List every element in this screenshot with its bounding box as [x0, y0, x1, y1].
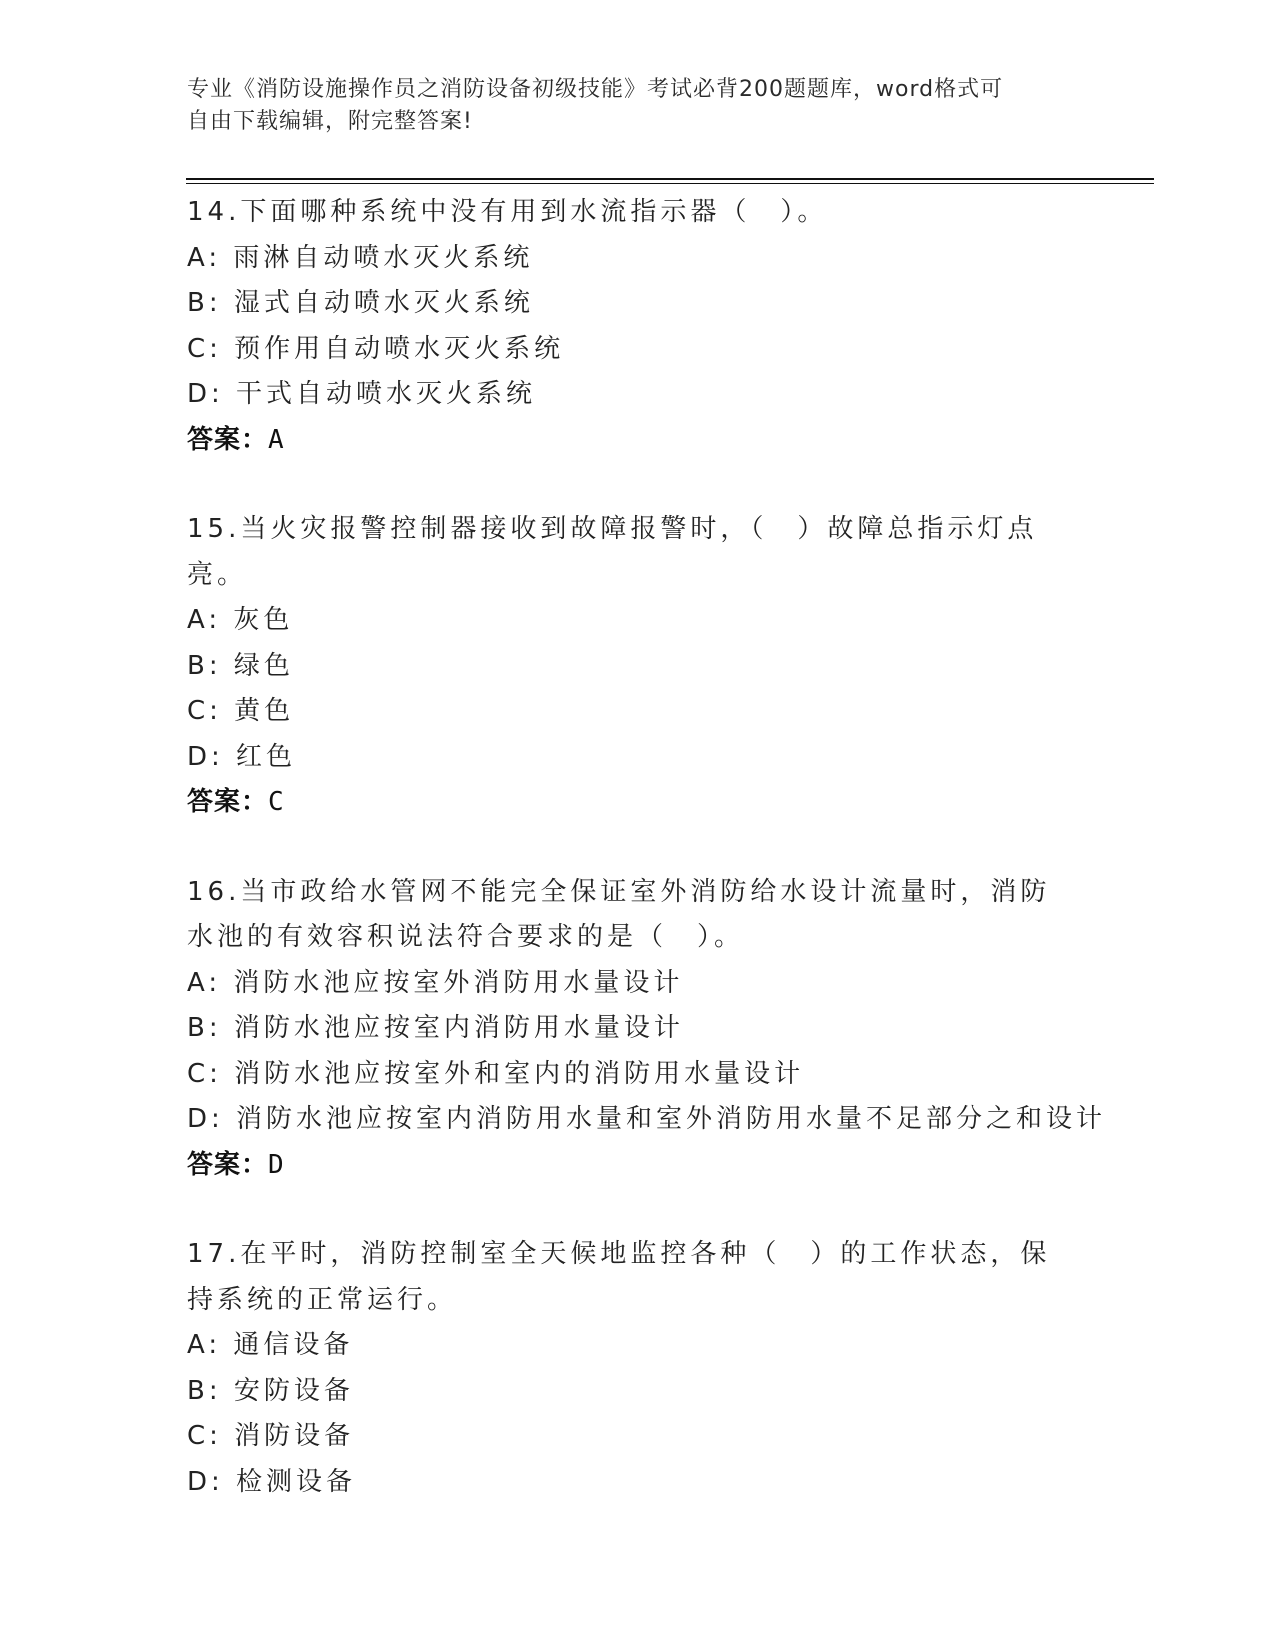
question-17: [187, 1232, 1087, 1505]
header-divider-thick: [186, 178, 1154, 180]
question-15: [187, 507, 1087, 826]
header-divider-thin: [186, 183, 1154, 184]
option-d: D: 消防水池应按室内消防用水量和室外消防用水量不足部分之和设计: [187, 1104, 1107, 1134]
option-c: C: 消防水池应按室外和室内的消防用水量设计: [187, 1058, 805, 1089]
option-a: A: 灰色: [187, 605, 294, 635]
option-a: A: 消防水池应按室外消防用水量设计: [187, 967, 684, 998]
option-a: A: 雨淋自动喷水灭火系统: [187, 242, 534, 273]
header-line-1: 专业《消防设施操作员之消防设备初级技能》考试必背200题题库，word格式可: [187, 77, 1004, 102]
option-b: B: 消防水池应按室内消防用水量设计: [187, 1013, 684, 1043]
answer-value: C: [268, 787, 285, 817]
option-b: B: 绿色: [187, 650, 294, 681]
answer-value: A: [268, 424, 285, 455]
option-d: D: 干式自动喷水灭火系统: [187, 379, 537, 409]
option-b: B: 安防设备: [187, 1375, 354, 1406]
answer-value: D: [268, 1149, 285, 1180]
question-16: [187, 870, 1107, 1189]
option-a: A: 通信设备: [187, 1330, 354, 1360]
option-d: D: 检测设备: [187, 1466, 357, 1497]
answer-line: [187, 780, 1087, 826]
option-d: D: 红色: [187, 741, 297, 772]
option-c: C: 黄色: [187, 696, 295, 726]
question-list: [187, 190, 1107, 1549]
answer-label: 答案：: [187, 424, 269, 455]
question-stem: 17.在平时，消防控制室全天候地监控各种（ ）的工作状态，保持系统的正常运行。: [187, 1239, 1051, 1315]
answer-label: 答案：: [187, 1149, 269, 1180]
answer-line: [187, 418, 1087, 464]
answer-label: 答案：: [187, 787, 269, 817]
question-14: [187, 190, 1087, 463]
question-stem: 15.当火灾报警控制器接收到故障报警时，（ ）故障总指示灯点亮。: [187, 514, 1038, 590]
question-stem: 14.下面哪种系统中没有用到水流指示器（ ）。: [187, 197, 828, 227]
option-b: B: 湿式自动喷水灭火系统: [187, 288, 534, 318]
answer-line: [187, 1143, 1087, 1189]
option-c: C: 消防设备: [187, 1421, 355, 1451]
header-line-2: 自由下载编辑，附完整答案!: [187, 109, 473, 134]
question-stem: 16.当市政给水管网不能完全保证室外消防给水设计流量时，消防水池的有效容积说法符合要求的是（ ）。: [187, 876, 1051, 952]
option-c: C: 预作用自动喷水灭火系统: [187, 333, 565, 364]
document-header: [187, 74, 1067, 138]
